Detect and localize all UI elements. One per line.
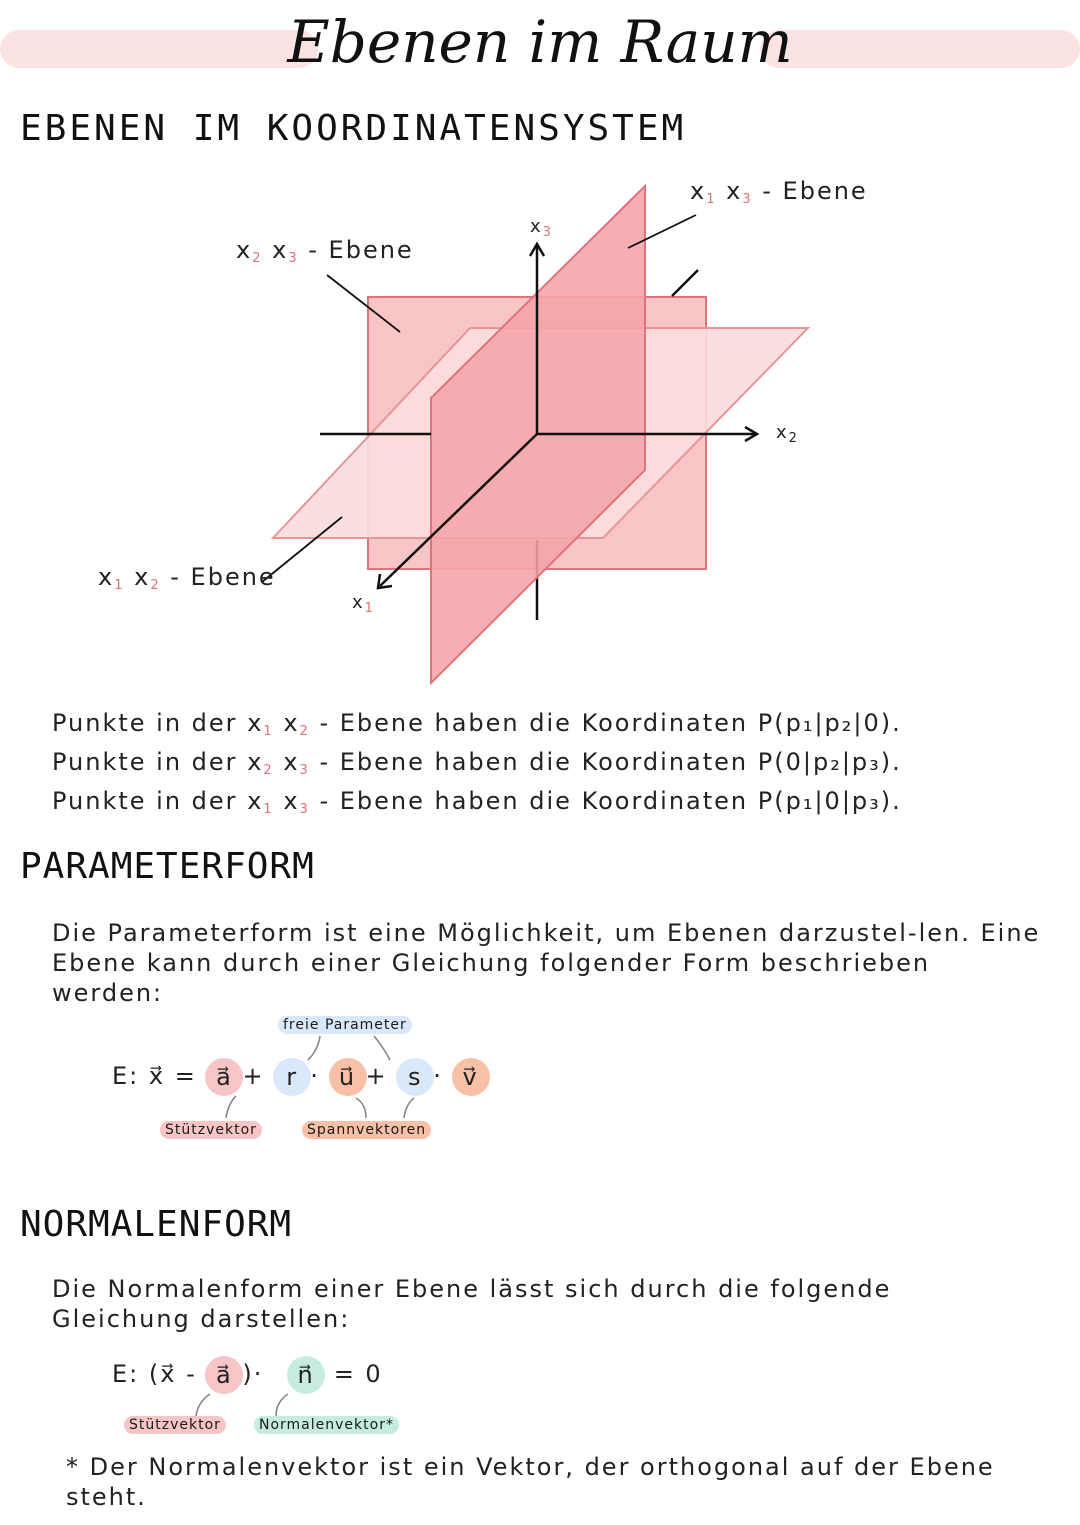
label-support-vector-normal: Stützvektor <box>124 1416 226 1434</box>
coordinate-planes-diagram <box>0 170 1080 690</box>
heading-normalenform: NORMALENFORM <box>20 1204 293 1245</box>
span-vector-v: v⃗ <box>452 1058 490 1096</box>
support-vector-a-normal: a⃗ <box>205 1356 243 1394</box>
label-x2x3-plane: $x_2$ $x_3$ - Ebene <box>236 236 414 266</box>
param-s: s <box>396 1058 434 1096</box>
coord-line-x2x3: Punkte in der $x_2$ $x_3$ - Ebene haben die Koordinaten P(0|p₂|p₃). <box>52 748 902 778</box>
x3-axis-top-stub <box>672 270 698 296</box>
normalenform-footnote: * Der Normalenvektor ist ein Vektor, der orthogonal auf der Ebene steht. <box>66 1453 995 1511</box>
page-title: Ebenen im Raum <box>287 8 793 76</box>
param-r: r <box>273 1058 311 1096</box>
axis-label-x1: $x_1$ <box>352 592 375 616</box>
parameter-equation: E: x⃗ = a⃗ + r · u⃗ + s · v⃗ <box>112 1058 489 1096</box>
coord-line-x1x3: Punkte in der $x_1$ $x_3$ - Ebene haben die Koordinaten P(p₁|0|p₃). <box>52 787 902 817</box>
heading-parameterform: PARAMETERFORM <box>20 846 315 887</box>
support-vector-a: a⃗ <box>205 1058 243 1096</box>
coord-line-x1x2: Punkte in der $x_1$ $x_2$ - Ebene haben die Koordinaten P(p₁|p₂|0). <box>52 709 902 739</box>
span-vector-u: u⃗ <box>329 1058 367 1096</box>
label-free-parameters: freie Parameter <box>278 1016 412 1034</box>
normal-vector-n: n⃗ <box>287 1356 325 1394</box>
label-support-vector: Stützvektor <box>160 1121 262 1139</box>
coordinate-lines <box>52 708 1052 825</box>
normal-equation: E: (x⃗ - a⃗ )· n⃗ = 0 <box>112 1356 383 1394</box>
normalenform-text: Die Normalenform einer Ebene lässt sich durch die folgende Gleichung darstellen: <box>52 1275 892 1333</box>
label-normal-vector: Normalenvektor* <box>254 1416 399 1434</box>
parameterform-text: Die Parameterform ist eine Möglichkeit, um Ebenen darzustel-len. Eine Ebene kann durch einer Gleichung folgender Form beschrieben werden: <box>52 919 1041 1007</box>
label-x1x2-plane: $x_1$ $x_2$ - Ebene <box>98 563 276 593</box>
label-x1x3-plane: $x_1$ $x_3$ - Ebene <box>690 177 868 207</box>
axis-label-x3: $x_3$ <box>530 216 553 240</box>
heading-coordinate-system: EBENEN IM KOORDINATENSYSTEM <box>20 108 687 149</box>
label-span-vectors: Spannvektoren <box>302 1121 431 1139</box>
axis-label-x2: $x_2$ <box>776 422 799 446</box>
